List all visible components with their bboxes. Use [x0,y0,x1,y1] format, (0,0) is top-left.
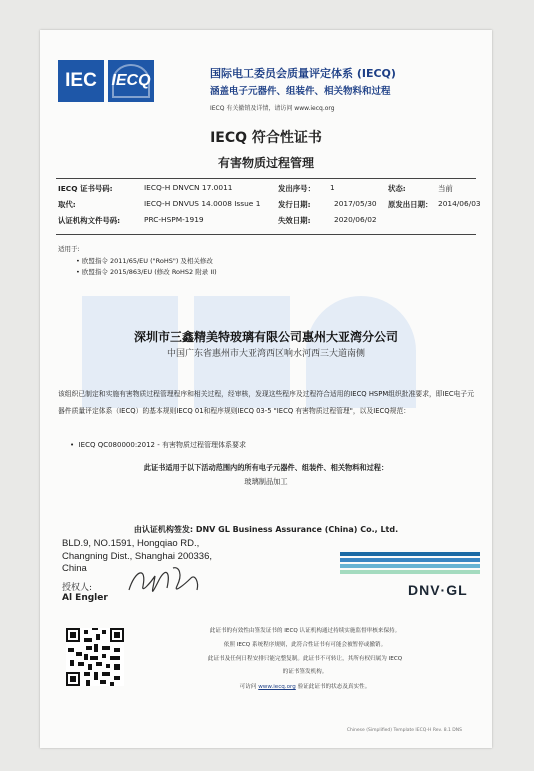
body-bullet: • IECQ QC080000:2012 - 有害物质过程管理体系要求 [70,441,246,449]
status-label: 状态: [388,184,406,193]
iecq-logo-arc [112,64,150,98]
applicable-item-2: • 欧盟指令 2015/863/EU (修改 RoHS2 附录 II) [76,268,217,276]
divider-mid [56,234,476,235]
certificate-fields [58,180,481,228]
expiry-label: 失效日期: [278,216,311,225]
body-paragraph: 该组织已制定和实施有害物质过程管理程序和相关过程，经审核，发现这些程序及过程符合适用的IECQ HSPM组织批准要求，即IEC电子元器件质量评定体系（IECQ）的基本规则IECQ 01和程序规则IECQ 03-5 "IECQ 有害物质过程管理"，以及IECQ规范： [58,390,475,415]
certificate-title: IECQ 符合性证书 [210,130,322,146]
scope-heading: 此证书适用于以下活动范围内的所有电子元器件、组装件、相关物料和过程： [143,463,389,472]
iec-logo: IEC [58,60,104,102]
dnv-bar-3 [340,564,480,568]
issuer-line: 由认证机构签发: DNV GL Business Assurance (China) Co., Ltd. [133,525,399,534]
issuer-address-line-2: Changning Dist., Shanghai 200336, [62,550,213,562]
doc-no-label: 认证机构文件号码: [58,216,121,225]
scope-value: 玻璃制品加工 [244,477,288,486]
divider-top [56,178,476,179]
footer-verify-pre: 可访问 [239,684,259,690]
logo-group [58,60,188,102]
company-address: 中国广东省惠州市大亚湾西区响水河西三大道南侧 [166,349,365,359]
company-name: 深圳市三鑫精美特玻璃有限公司惠州大亚湾分公司 [133,330,398,344]
replaces-value: IECQ-H DNVUS 14.0008 Issue 1 [144,199,261,208]
footer-line-3: 此证书及任何日程安排只能完整复制。此证书不可转让，其所有权归属为 IECQ [207,656,403,662]
iecq-logo [108,60,154,102]
certificate-sheet [40,30,492,748]
applicable-item-1: • 欧盟指令 2011/65/EU ("RoHS") 及相关修改 [76,257,213,265]
issue-no-value: 1 [330,183,335,192]
template-version: Chinese (Simplified) Template IECQ-H Rev. 8.1 DNS [346,728,462,733]
replaces-label: 取代: [58,200,76,209]
applicable-label: 适用于: [58,245,80,253]
footer-verify-post: 验证此证书的状态及真实性。 [295,684,371,690]
field-row-3 [58,212,474,228]
footer-line-5 [140,682,470,690]
issuer-address-line-1: BLD.9, NO.1591, Hongqiao RD., [62,538,200,549]
iecq-website-link[interactable]: www.iecq.org [258,684,296,690]
orig-date-label: 原发出日期： [388,200,433,209]
qr-code-icon [66,628,124,686]
applicable-item-2-text: 欧盟指令 2015/863/EU (修改 RoHS2 附录 II) [81,268,217,276]
footer-line-4: 的证书签发机构。 [282,669,328,675]
footer-line-2: 依照 IECQ 系统程序规则，此符合性证书有可能会被暂停或撤销。 [223,642,387,648]
status-value: 当前 [438,184,453,193]
body-bullet-text: IECQ QC080000:2012 - 有害物质过程管理体系要求 [78,441,246,449]
dnv-bar-2 [340,558,480,562]
dnv-bar-4 [340,570,480,574]
expiry-value: 2020/06/02 [334,215,377,224]
authorized-name: Al Engler [62,593,108,603]
dnv-bar-1 [340,552,480,556]
issue-date-value: 2017/05/30 [334,199,377,208]
header-info-line: IECQ 有关撤销及详情，请访问 www.iecq.org [210,105,335,112]
dnv-gl-logo: DNV·GL [408,582,468,598]
field-row-1 [58,180,474,196]
header-cn-title: 国际电工委员会质量评定体系 (IECQ) [210,67,396,80]
issue-date-label: 发行日期: [278,200,311,209]
field-row-2 [58,196,481,212]
orig-date-value: 2014/06/03 [438,199,481,208]
cert-no-value: IECQ-H DNVCN 17.0011 [144,183,233,192]
applicable-item-1-text: 欧盟指令 2011/65/EU ("RoHS") 及相关修改 [81,257,213,265]
cert-no-label: IECQ 证书号码: [58,184,113,193]
authorized-label: 授权人: [62,583,93,593]
footer-line-1: 此证书的有效性由签发证书的 IECQ 认证机构通过持续实施监督审核来保持。 [209,628,401,634]
doc-no-value: PRC-HSPM-1919 [144,215,204,224]
dnv-logo-bars [340,552,480,576]
certificate-subtitle: 有害物质过程管理 [217,156,314,170]
issuer-address-line-3: China [62,563,87,574]
issue-no-label: 发出序号： [278,184,315,193]
header-cn-scope: 涵盖电子元器件、组装件、相关物料和过程 [210,86,391,97]
signature-graphic [125,560,215,602]
iecq-logo-text: IECQ [111,72,151,89]
